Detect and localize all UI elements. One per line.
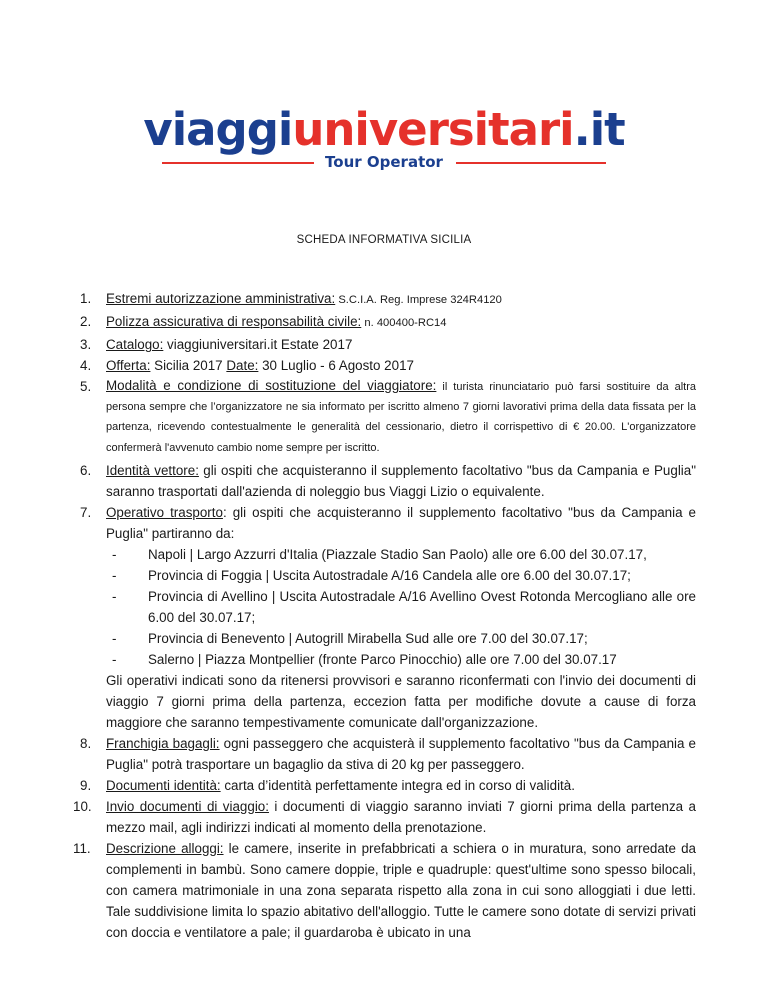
list-item: 11. Descrizione alloggi: le camere, inserite in prefabbricati a schiera o in muratura, sono arredate da complementi in bambù. Sono camere doppie, triple e quadruple: quest'ultime sono spesso bilocali, con camera matrimoniale in una zona separata rispetto alla zona in cui sono alloggiati i due letti. Tale suddivisione limita lo spazio abitativo dell'alloggio. Tutte le camere sono dotate di servizi privati con doccia e ventilatore a pale; il guardaroba è ubicato in una	[73, 840, 696, 940]
item-label: Date:	[226, 358, 259, 373]
item-label: Documenti identità:	[106, 777, 221, 793]
transport-note: Gli operativi indicati sono da ritenersi provvisori e saranno riconfermati con l'invio dei documenti di viaggio 7 giorni prima della partenza, eccezion fatta per modifiche dovute a cause di forza maggiore che saranno tempestivamente comunicate dall'organizzazione.	[106, 672, 696, 730]
item-label: Polizza assicurativa di responsabilità civile:	[106, 314, 362, 329]
list-item: 8. Franchigia bagagli: ogni passeggero che acquisterà il supplemento facoltativo "bus da Campania e Puglia" potrà trasportare un bagaglio da stiva di 20 kg per passeggero.	[80, 735, 696, 772]
item-label: Franchigia bagagli:	[106, 735, 220, 751]
list-item: - Provincia di Foggia | Uscita Autostradale A/16 Candela alle ore 6.00 del 30.07.17;	[112, 567, 631, 583]
list-item: 4. Offerta: Sicilia 2017 Date: 30 Luglio - 6 Agosto 2017	[80, 358, 414, 373]
list-item: 9. Documenti identità: carta d’identità perfettamente integra ed in corso di validità.	[80, 777, 575, 793]
item-label: Catalogo:	[106, 337, 164, 352]
info-list	[73, 289, 697, 943]
list-item: 3. Catalogo: viaggiuniversitari.it Estate 2017	[80, 337, 353, 352]
item-label: Offerta:	[106, 358, 151, 373]
list-item: - Salerno | Piazza Montpellier (fronte Parco Pinocchio) alle ore 7.00 del 30.07.17	[112, 651, 617, 667]
list-item: 6. Identità vettore: gli ospiti che acquisteranno il supplemento facoltativo "bus da Campania e Puglia" saranno trasportati dall'azienda di noleggio bus Viaggi Lizio o equivalente.	[80, 462, 696, 499]
list-item: 2. Polizza assicurativa di responsabilità civile: n. 400400-RC14	[80, 314, 447, 329]
item-label: Operativo trasporto	[106, 504, 223, 520]
list-item: 1. Estremi autorizzazione amministrativa: S.C.I.A. Reg. Imprese 324R4120	[80, 291, 502, 306]
item-label: Estremi autorizzazione amministrativa:	[106, 291, 336, 306]
company-logo	[0, 103, 768, 171]
list-item: 10. Invio documenti di viaggio: i documenti di viaggio saranno inviati 7 giorni prima della partenza a mezzo mail, agli indirizzi indicati al momento della prenotazione.	[73, 798, 696, 835]
item-label: Modalità e condizione di sostituzione del viaggiatore:	[106, 378, 437, 393]
list-item: - Napoli | Largo Azzurri d'Italia (Piazzale Stadio San Paolo) alle ore 6.00 del 30.07.17,	[112, 546, 647, 562]
item-label: Invio documenti di viaggio:	[106, 798, 269, 814]
list-item: 7. Operativo trasporto: gli ospiti che acquisteranno il supplemento facoltativo "bus da Campania e Puglia" partiranno da: - Napoli | Largo Azzurri d'Italia (Piazzale Stadio San Paolo) alle ore 6.00 del 30.07.17, - Provincia di Foggia | Uscita Autostradale A/16 Candela alle ore 6.00 del 30.07.17; - Provincia di Avellino | Uscita Autostradale A/16 Avellino Ovest Rotonda Mercogliano alle ore 6.00 del 30.07.17; - Provincia di Benevento | Autogrill Mirabella Sud alle ore 7.00 del 30.07.17; - Salerno | Piazza Montpellier (fronte Parco Pinocchio) alle ore 7.00 del 30.07.17 Gli operativi indicati sono da ritenersi provvisori e saranno riconfermati con l'invio dei documenti di viaggio 7 giorni prima della partenza, eccezion fatta per modifiche dovute a cause di forza maggiore che saranno tempestivamente comunicate dall'organizzazione.	[80, 502, 696, 733]
list-item: - Provincia di Avellino | Uscita Autostradale A/16 Avellino Ovest Rotonda Mercogliano alle ore 6.00 del 30.07.17;	[112, 588, 696, 625]
list-item: - Provincia di Benevento | Autogrill Mirabella Sud alle ore 7.00 del 30.07.17;	[112, 630, 588, 646]
logo-subtitle: Tour Operator	[162, 152, 606, 172]
logo-wordmark: viaggiuniversitari.it	[143, 103, 625, 156]
list-item: 5. Modalità e condizione di sostituzione del viaggiatore: il turista rinunciatario può farsi sostituire da altra persona sempre che l’organizzatore ne sia informato per iscritto almeno 7 giorni lavorativi prima della data fissata per la partenza, ricevendo contestualmente le generalità del cessionario, dietro il corrispettivo di € 20.00. L'organizzatore confermerà l'avvenuto cambio nome sempre per iscritto.	[80, 378, 697, 454]
item-label: Descrizione alloggi:	[106, 840, 224, 856]
item-label: Identità vettore:	[106, 462, 199, 478]
document-title: SCHEDA INFORMATIVA SICILIA	[296, 234, 472, 246]
logo-divider-right	[456, 162, 606, 164]
departure-list	[80, 544, 696, 670]
